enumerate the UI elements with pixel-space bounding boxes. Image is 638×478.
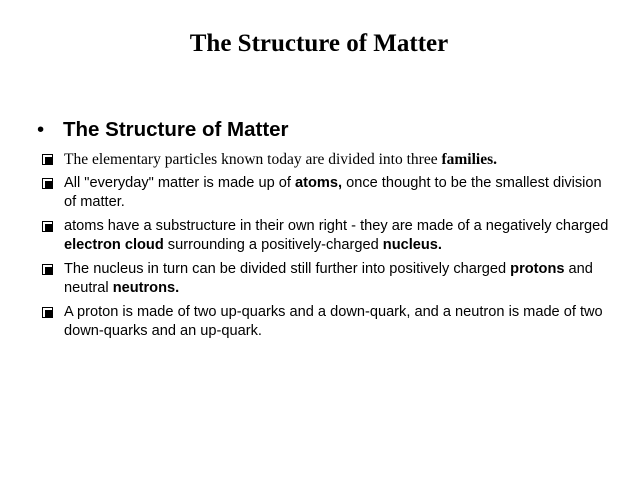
checkbox-bullet-icon [42, 178, 53, 189]
checkbox-bullet-icon [42, 154, 53, 165]
list-item: A proton is made of two up-quarks and a down-quark, and a neutron is made of two down-quarks and an up-quark. [41, 303, 611, 342]
checkbox-bullet-icon [42, 264, 53, 275]
checkbox-bullet-icon [42, 307, 53, 318]
section-heading [37, 117, 289, 143]
section-heading-text: The Structure of Matter [63, 118, 289, 141]
bullet-dot: • [37, 118, 45, 141]
list-item: All "everyday" matter is made up of atoms, once thought to be the smallest division of matter. [41, 174, 611, 213]
bullet-list [41, 150, 611, 346]
list-item: The nucleus in turn can be divided still further into positively charged protons and neutral neutrons. [41, 260, 611, 299]
list-item: atoms have a substructure in their own right - they are made of a negatively charged electron cloud surrounding a positively-charged nucleus. [41, 217, 611, 256]
checkbox-bullet-icon [42, 221, 53, 232]
slide-title: The Structure of Matter [189, 30, 449, 57]
list-item: The elementary particles known today are divided into three families. [41, 150, 611, 170]
